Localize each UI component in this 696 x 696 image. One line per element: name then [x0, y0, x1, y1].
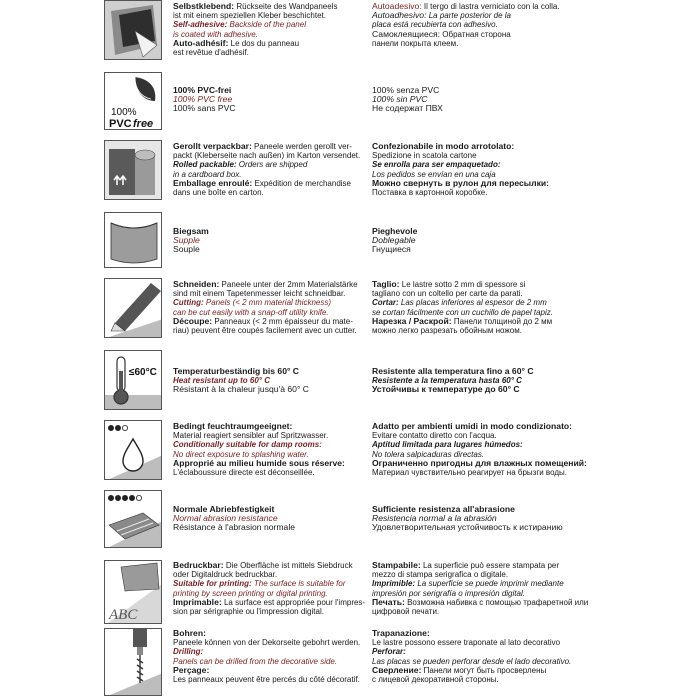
water-drop-icon — [104, 420, 162, 480]
text-es: Los pedidos se envían en una caja — [372, 169, 496, 179]
label-it: Confezionabile in modo arrotolato: — [372, 141, 515, 151]
text-en-cont: can be cut easily with a snap-off utility knife. — [173, 307, 329, 317]
label-ru: Не содержат ПВХ — [372, 103, 443, 114]
text-it-cont: mezzo di stampa serigrafica o digitale. — [372, 570, 509, 580]
label-es: Resistente a la temperatura hasta 60° C — [372, 376, 522, 386]
rating-dot-filled — [108, 425, 113, 430]
label-de: Bedingt feuchtraumgeeignet: — [173, 421, 293, 431]
text-de-cont: oder Digitaldruck bedruckbar. — [173, 570, 278, 580]
label-fr: 100% sans PVC — [173, 103, 236, 114]
temperature-text: ≤60°C — [129, 367, 157, 378]
text-en: Panels can be drilled from the decorative side. — [173, 656, 338, 666]
text-de-cont: packt (Kleberseite nach außen) im Karton versendet. — [173, 151, 361, 161]
text-es: Las placas inferiores al espesor de 2 mm — [398, 298, 547, 308]
label-fr: Imprimable: — [173, 596, 222, 607]
text-ru-cont: панели покрыта клеем. — [372, 38, 459, 48]
label-de: Bedruckbar: — [173, 560, 224, 570]
rating-dots — [108, 495, 141, 500]
rating-dot-empty — [122, 425, 127, 430]
text-en-cont: printing by screen printing or digital printing. — [173, 588, 328, 598]
drill-icon — [104, 628, 162, 696]
text-de: Paneele können von der Dekorseite gebohrt werden. — [173, 638, 361, 648]
label-ru: Удовлетворительная устойчивость к истиранию — [372, 522, 563, 533]
label-es: Imprimible: — [372, 579, 416, 589]
label-ru: Сверление: — [372, 664, 422, 675]
text-ru: Материал чувствительно реагирует на брызги воды. — [372, 468, 567, 478]
label-ru: Самоклеящиеся: — [372, 28, 441, 39]
text-de-cont: sind mit einem Tapetenmesser leicht schneidbar. — [173, 289, 346, 299]
label-de: Bohren: — [173, 628, 206, 638]
label-es: Doblegable — [372, 235, 416, 246]
label-es: Aptitud limitada para lugares húmedos: — [372, 440, 523, 450]
label-de: Schneiden: — [173, 279, 220, 289]
text-ru: Панели толщиной до 2 мм — [451, 316, 553, 326]
label-it: Pieghevole — [372, 226, 418, 236]
label-en: 100% PVC free — [173, 94, 233, 105]
label-en: Rolled packable: — [173, 160, 237, 170]
label-en: Heat resistant up to 60° C — [173, 376, 270, 386]
rating-dots — [108, 425, 127, 430]
text-es: No tolera salpicaduras directas. — [372, 449, 485, 459]
label-de: Selbstklebend: — [173, 1, 235, 11]
text-ru-cont: можно легко разрезать обойным ножом. — [372, 326, 522, 336]
label-ru: Устойчивы к температуре до 60° C — [372, 384, 520, 395]
text-en-cont: is coated with adhesive. — [173, 29, 258, 39]
text-de: Die Oberfläche ist mittels Siebdruck — [223, 561, 353, 570]
label-it: Autoadesivo: — [372, 1, 422, 11]
text-es-cont: placa está recubierta con adhesivo. — [372, 20, 498, 30]
label-fr: Résistance à l'abrasion normale — [173, 522, 296, 533]
text-ru: Поставка в картонной коробке. — [372, 188, 488, 198]
label-fr: Auto-adhésif: — [173, 37, 229, 48]
rating-dot-filled — [129, 495, 134, 500]
rating-dot-filled — [115, 495, 120, 500]
label-en: Supple — [173, 235, 200, 246]
text-es: Las placas se pueden perforar desde el lado decorativo. — [372, 656, 572, 666]
label-ru: Ограниченно пригодны для влажных помещений: — [372, 457, 587, 468]
text-fr: Panneaux (< 2 mm épaisseur du mate- — [212, 316, 353, 326]
label-en: Conditionally suitable for damp rooms: — [173, 440, 322, 450]
text-de: Paneele unter der 2mm Materialstärke — [219, 280, 358, 289]
text-it: Il tergo di lastra verniciato con la colla. — [421, 2, 560, 11]
label-en: Self-adhesive: — [173, 20, 228, 30]
text-fr: L'éclaboussure directe est déconseillée. — [173, 468, 315, 478]
abrasion-icon — [104, 490, 162, 548]
text-de: Material reagiert sensibler auf Spritzwasser. — [173, 431, 329, 441]
flexible-panel-icon — [104, 212, 162, 268]
label-it: Taglio: — [372, 279, 400, 289]
text-fr-cont: sion par sérigraphie ou l'impression digital. — [173, 607, 324, 617]
utility-knife-icon — [104, 278, 162, 338]
text-ru-cont: с лицевой декоративной стороны. — [372, 675, 499, 685]
text-it: Spedizione in scatola cartone — [372, 151, 477, 161]
text-fr-cont: est revêtue d'adhésif. — [173, 48, 249, 58]
text-fr: Expédition de merchandise — [252, 178, 352, 188]
text-fr: Les panneaux peuvent être percés du côté décoratif. — [173, 675, 360, 685]
label-it: Sufficiente resistenza all'abrasione — [372, 504, 515, 514]
thermometer-icon — [104, 350, 162, 410]
text-en: No direct exposure to splashing water. — [173, 449, 309, 459]
label-es: Resistencia normal a la abrasión — [372, 513, 497, 524]
text-it-cont: tagliano con un coltello per carte da parati. — [372, 289, 523, 299]
label-it: Stampabile: — [372, 560, 421, 570]
text-de: Paneele werden gerollt ver- — [251, 142, 352, 151]
printable-surface-icon — [104, 560, 162, 624]
label-en: Normal abrasion resistance — [173, 513, 278, 524]
label-it: Adatto per ambienti umidi in modo condizionato: — [372, 421, 573, 431]
text-ru-cont: цифровой печати. — [372, 607, 440, 617]
label-fr: Résistant à la chaleur jusqu'à 60° C — [173, 384, 309, 395]
rating-dot-filled — [122, 495, 127, 500]
text-es: La parte posterior de la — [426, 11, 511, 21]
pvc-percent-text: 100% — [111, 107, 137, 118]
text-fr-cont: dans une boîte en carton. — [173, 188, 264, 198]
text-es-cont: impresión por serigrafía o impresión digital. — [372, 588, 525, 598]
text-es-cont: se cortan fácilmente con un cuchillo de papel tapiz. — [372, 307, 553, 317]
text-fr-cont: riau) peuvent être coupés facilement avec un cutter. — [173, 326, 357, 336]
label-fr: Découpe: — [173, 315, 213, 326]
text-it: Evitare contatto diretto con l'acqua. — [372, 431, 497, 441]
text-ru: Обратная сторона — [440, 29, 511, 39]
abc-text: ABC — [109, 607, 138, 623]
text-en: The surface is suitable for — [251, 579, 346, 589]
text-en: Orders are shipped — [236, 160, 308, 170]
rating-dot-filled — [108, 495, 113, 500]
text-ru: Возможна набивка с помощью трафаретной или — [404, 597, 589, 607]
label-de: 100% PVC-frei — [173, 85, 232, 95]
label-it: Resistente alla temperatura fino a 60° C — [372, 366, 534, 376]
text-it: Le lastre possono essere traponate al lato decorativo — [372, 638, 561, 648]
text-en-cont: in a cardboard box. — [173, 169, 242, 179]
label-de: Normale Abriebfestigkeit — [173, 504, 275, 514]
label-de: Temperaturbeständig bis 60° C — [173, 366, 300, 376]
label-fr: Perçage: — [173, 664, 210, 675]
text-it: La superficie può essere stampata per — [420, 561, 560, 570]
text-ru: Панели могут быть просверлены — [421, 665, 547, 675]
rolled-package-icon — [104, 140, 162, 200]
label-ru: Печать: — [372, 596, 405, 607]
label-ru: Гнущиеся — [372, 244, 411, 255]
text-de-cont: ist mit einem speziellen Kleber beschichtet. — [173, 11, 326, 21]
label-en: Drilling: — [173, 647, 204, 657]
text-en: Panels (< 2 mm material thickness) — [203, 298, 332, 308]
self-adhesive-panel-icon — [104, 0, 162, 60]
label-fr: Emballage enroulé: — [173, 177, 253, 188]
label-ru: Нарезка / Раскрой: — [372, 315, 452, 326]
label-it: 100% senza PVC — [372, 85, 440, 95]
label-fr: Approprié au milieu humide sous réserve: — [173, 457, 345, 468]
label-en: Suitable for printing: — [173, 579, 252, 589]
label-de: Biegsam — [173, 226, 209, 236]
text-de: Rückseite des Wandpaneels — [234, 2, 338, 11]
pvc-text: PVC — [109, 118, 132, 130]
label-ru: Можно свернуть в рулон для пересылки: — [372, 177, 550, 188]
label-de: Gerollt verpackbar: — [173, 141, 252, 151]
text-en: Backside of the panel — [227, 20, 306, 30]
text-it: Le lastre sotto 2 mm di spessore si — [399, 280, 526, 289]
label-en: Cutting: — [173, 298, 204, 308]
text-fr: La surface est appropriée pour l'impres- — [221, 597, 366, 607]
label-es: Autoadhesivo: — [372, 10, 427, 21]
label-es: 100% sin PVC — [372, 94, 428, 105]
label-it: Trapanazione: — [372, 628, 430, 638]
rating-dot-filled — [115, 425, 120, 430]
label-fr: Souple — [173, 244, 200, 255]
rating-dot-empty — [136, 495, 141, 500]
text-fr: Le dos du panneau — [228, 38, 300, 48]
label-es: Cortar: — [372, 298, 399, 308]
label-es: Se enrolla para ser empaquetado: — [372, 160, 501, 170]
free-text: free — [133, 118, 154, 130]
pvc-free-leaf-icon — [104, 72, 162, 130]
label-es: Perforar: — [372, 647, 406, 657]
text-es: La superficie se puede imprimir mediante — [415, 579, 564, 589]
